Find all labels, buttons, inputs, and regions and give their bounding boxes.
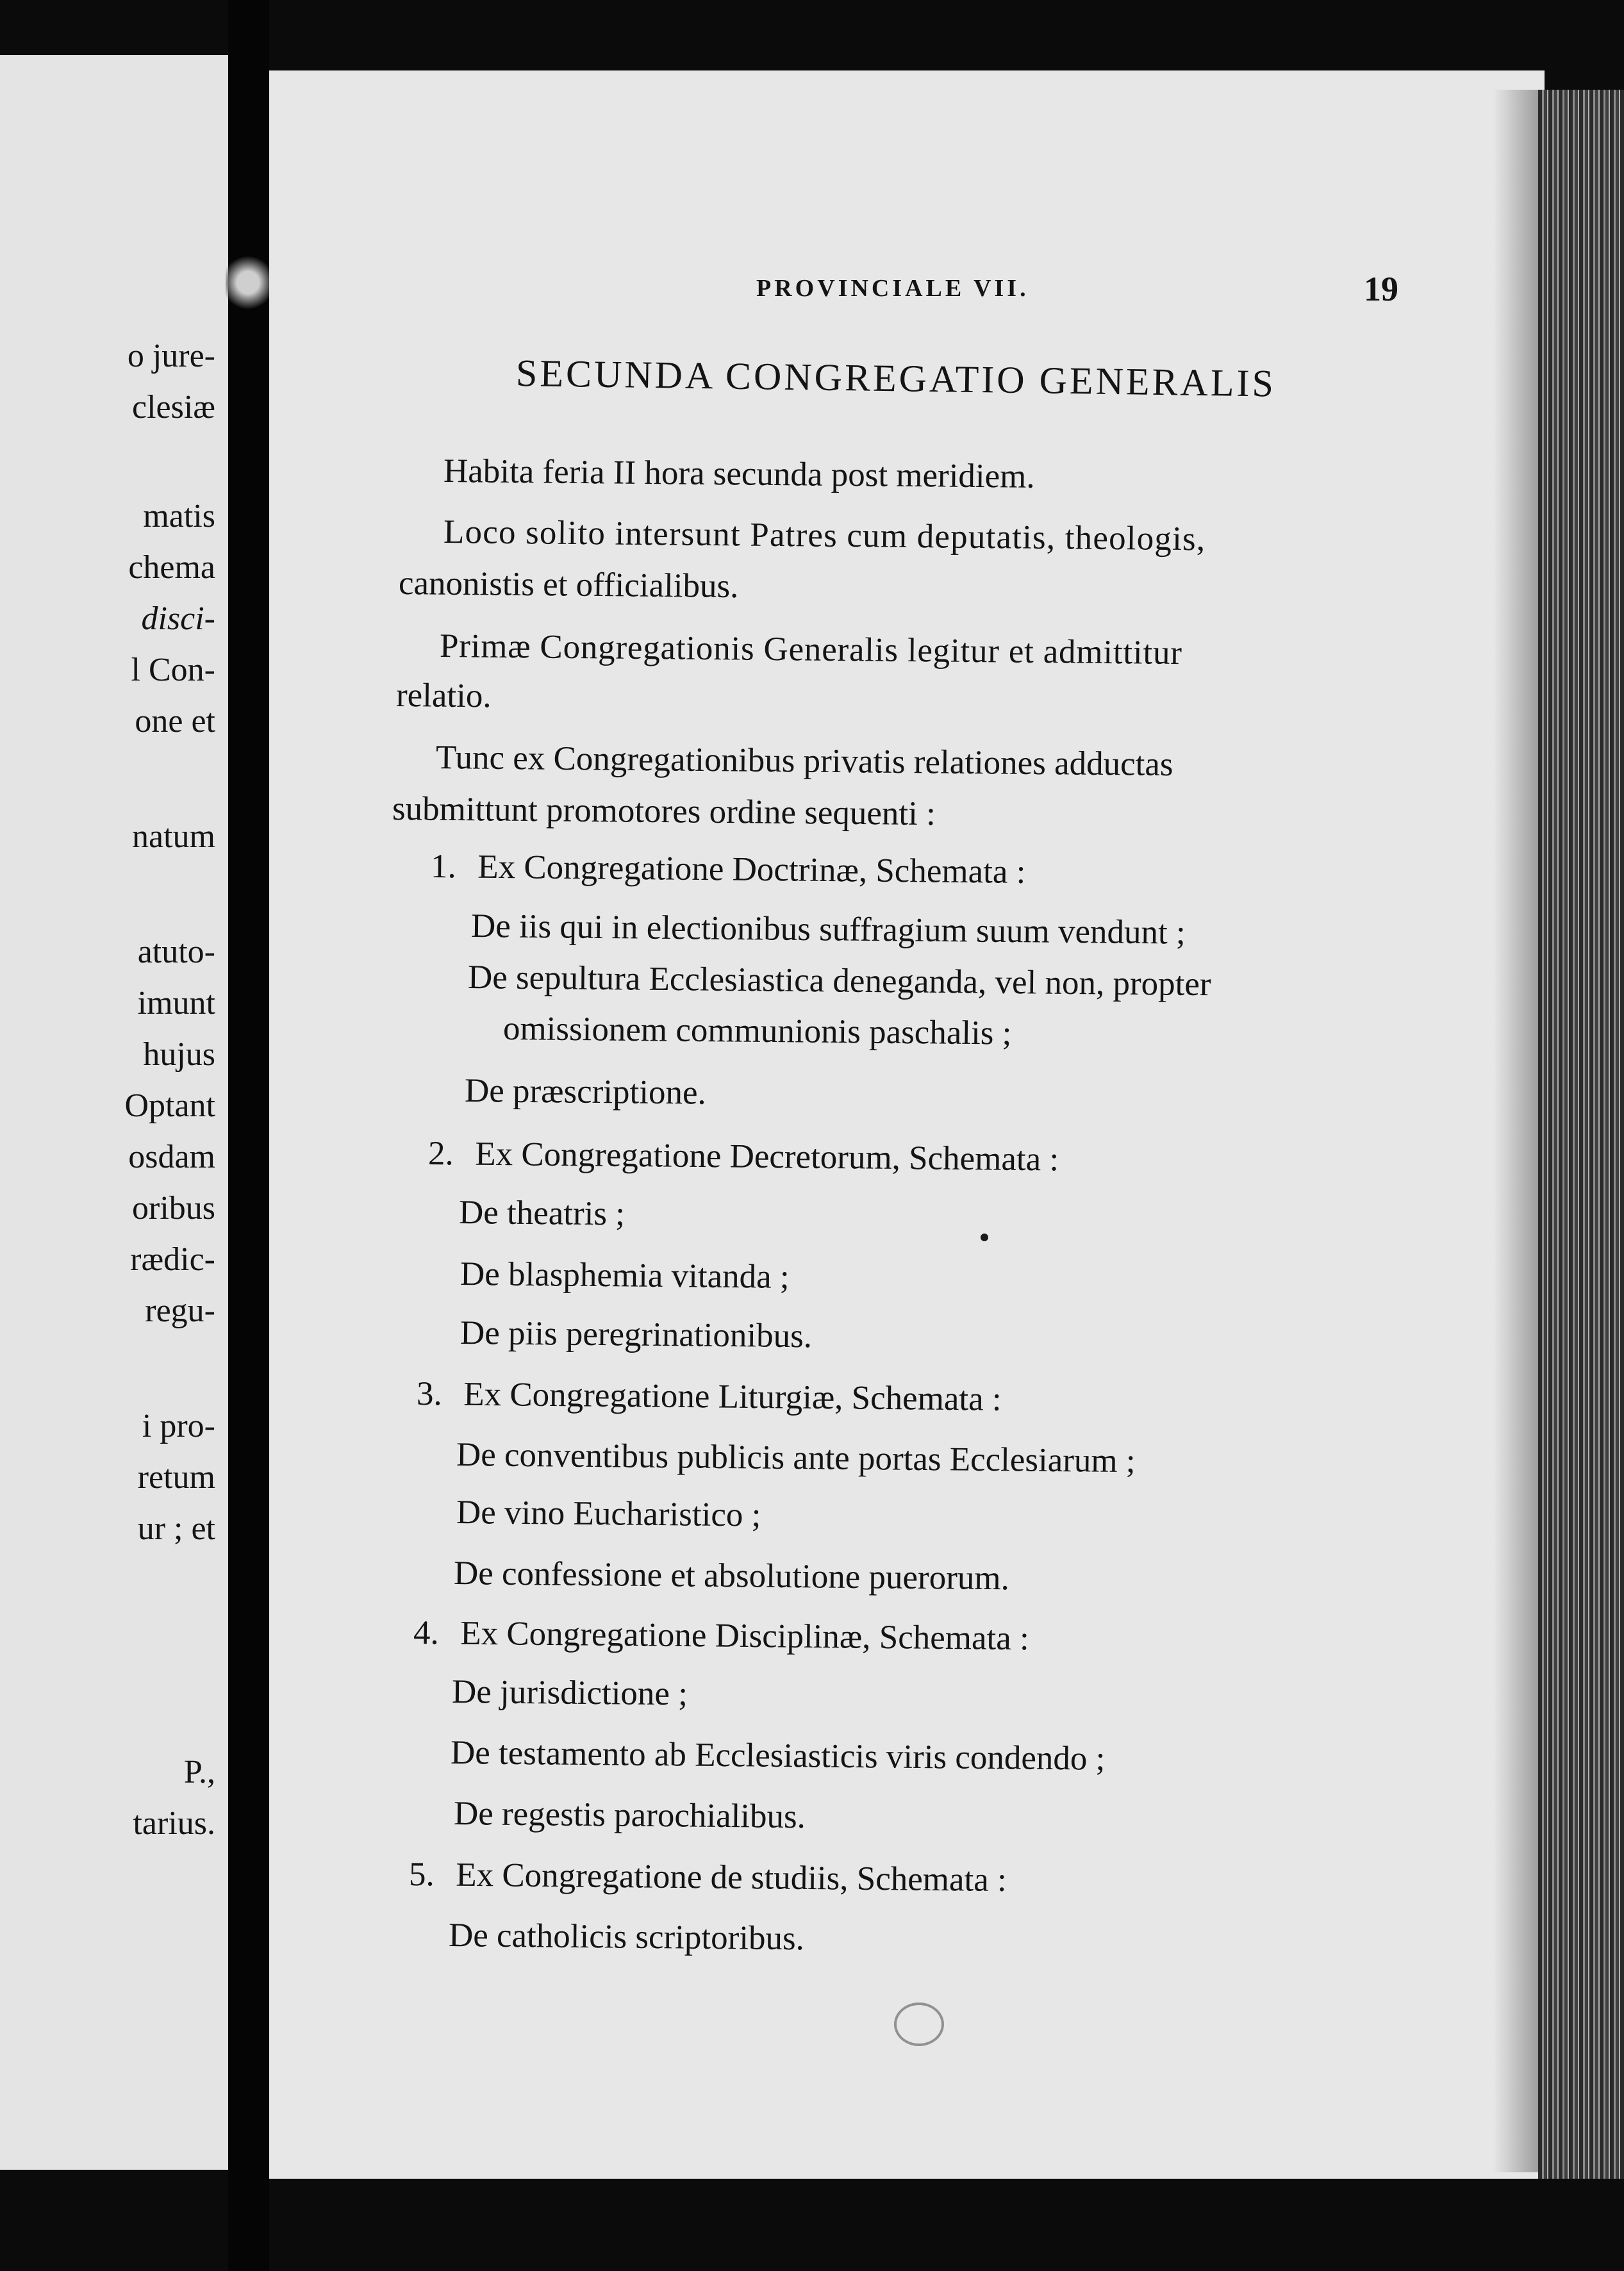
section-number: 2. [427, 1135, 454, 1173]
schema-item: De sepultura Ecclesiastica deneganda, vel non, propter [467, 959, 1211, 1003]
section-number: 3. [416, 1375, 443, 1413]
running-head: PROVINCIALE VII. [756, 275, 1029, 302]
section-title: Ex Congregatione Doctrinæ, Schemata : [477, 848, 1026, 891]
book-gutter [228, 0, 269, 2271]
left-page-line: osdam [128, 1139, 215, 1175]
section-title: Ex Congregatione Liturgiæ, Schemata : [463, 1375, 1002, 1418]
left-page-line: one et [135, 703, 215, 739]
schema-item: De conventibus publicis ante portas Ecclesiarum ; [456, 1436, 1136, 1480]
schema-item: De confessione et absolutione puerorum. [453, 1555, 1010, 1598]
page-title: SECUNDA CONGREGATIO GENERALIS [515, 352, 1277, 405]
paragraph-line: Habita feria II hora secunda post meridiem. [443, 452, 1035, 495]
schema-item: De piis peregrinationibus. [460, 1314, 813, 1355]
page-stack-edge [1538, 90, 1624, 2179]
paragraph-line: relatio. [395, 677, 492, 715]
previous-page-fragment [0, 55, 228, 2170]
section-heading [417, 1375, 1002, 1419]
left-page-line: ur ; et [137, 1510, 215, 1547]
paragraph-line: Loco solito intersunt Patres cum deputatis, theologis, [443, 513, 1206, 558]
schema-item: De blasphemia vitanda ; [460, 1255, 790, 1296]
left-page-line: hujus [143, 1036, 215, 1073]
left-page-line: o jure- [127, 338, 215, 374]
schema-item: De testamento ab Ecclesiasticis viris condendo ; [450, 1734, 1106, 1778]
schema-item: omissionem communionis paschalis ; [502, 1010, 1012, 1052]
schema-item: De theatris ; [458, 1194, 626, 1233]
left-page-line: atuto- [137, 934, 215, 970]
section-heading [409, 1855, 1007, 1899]
section-heading [413, 1614, 1029, 1658]
schema-item: De regestis parochialibus. [453, 1795, 806, 1836]
left-page-line: chema [128, 549, 215, 586]
schema-item: De jurisdictione ; [451, 1673, 688, 1713]
page-edge-shadow [1493, 90, 1545, 2172]
section-number: 4. [413, 1614, 440, 1652]
left-page-line: disci- [141, 600, 215, 637]
left-page-line: natum [132, 818, 215, 855]
left-page-line: rædic- [130, 1241, 215, 1278]
paragraph-line: Tunc ex Congregationibus privatis relationes adductas [435, 739, 1173, 784]
left-page-line: regu- [145, 1292, 215, 1329]
left-page-line: l Con- [131, 652, 215, 688]
left-page-line: tarius. [133, 1805, 215, 1842]
left-page-line: Optant [124, 1087, 215, 1124]
gutter-stain [226, 253, 270, 312]
section-number: 5. [408, 1856, 435, 1894]
library-stamp-mark [894, 2003, 944, 2046]
section-title: Ex Congregatione Decretorum, Schemata : [474, 1135, 1059, 1178]
section-title: Ex Congregatione de studiis, Schemata : [455, 1856, 1007, 1899]
schema-item: De iis qui in electionibus suffragium suum vendunt ; [470, 907, 1186, 952]
page-number: 19 [1364, 270, 1398, 308]
left-page-line: i pro- [142, 1408, 215, 1444]
left-page-line: retum [137, 1459, 215, 1496]
paragraph-line: Primæ Congregationis Generalis legitur et admittitur [439, 627, 1183, 672]
left-page-line: P., [183, 1754, 215, 1790]
schema-item: De catholicis scriptoribus. [448, 1917, 805, 1958]
section-heading [428, 1134, 1059, 1178]
left-page-line: clesiæ [132, 389, 215, 425]
ink-speck [981, 1234, 988, 1241]
section-heading [431, 847, 1026, 891]
left-page-line: oribus [132, 1190, 215, 1226]
schema-item: De vino Eucharistico ; [456, 1494, 761, 1534]
paragraph-line: submittunt promotores ordine sequenti : [392, 790, 936, 833]
section-number: 1. [430, 848, 457, 886]
section-title: Ex Congregatione Disciplinæ, Schemata : [460, 1614, 1030, 1658]
schema-item: De præscriptione. [464, 1072, 707, 1112]
paragraph-line: canonistis et officialibus. [398, 565, 739, 606]
left-page-line: matis [143, 498, 215, 534]
left-page-line: imunt [137, 985, 215, 1021]
